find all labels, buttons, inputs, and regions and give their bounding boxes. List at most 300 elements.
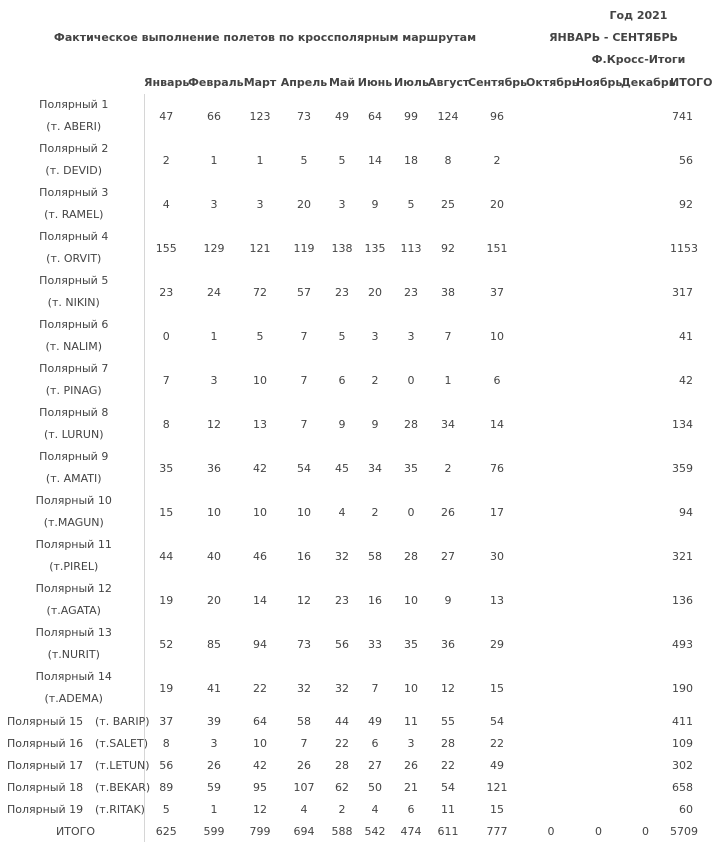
month-value: 2 bbox=[371, 373, 379, 387]
month-value: 28 bbox=[404, 549, 418, 563]
row-total: 92 bbox=[679, 197, 694, 211]
month-value: 32 bbox=[297, 681, 311, 695]
month-value: 49 bbox=[490, 758, 504, 772]
month-value: 62 bbox=[335, 780, 349, 794]
month-value bbox=[576, 534, 621, 578]
row-total: 56 bbox=[679, 153, 694, 167]
month-value: 44 bbox=[335, 714, 349, 728]
month-value: 54 bbox=[297, 461, 311, 475]
month-value bbox=[621, 754, 670, 776]
route-row bbox=[4, 314, 701, 358]
month-value: 6 bbox=[338, 373, 346, 387]
row-total: 41 bbox=[679, 329, 694, 343]
month-value bbox=[621, 798, 670, 820]
month-value: 121 bbox=[486, 780, 508, 794]
month-value bbox=[526, 270, 576, 314]
route-row bbox=[4, 182, 701, 226]
route-name: Полярный 10 bbox=[35, 494, 112, 507]
month-value: 7 bbox=[300, 373, 308, 387]
month-value: 36 bbox=[441, 637, 455, 651]
month-value bbox=[526, 666, 576, 710]
route-point: (т.SALET) bbox=[88, 732, 144, 754]
route-name: Полярный 19 bbox=[7, 802, 84, 816]
month-value bbox=[621, 578, 670, 622]
month-value: 3 bbox=[210, 736, 218, 750]
month-value: 58 bbox=[368, 549, 382, 563]
month-value bbox=[621, 402, 670, 446]
month-value: 6 bbox=[407, 802, 415, 816]
month-value: 49 bbox=[368, 714, 382, 728]
route-name-cell bbox=[4, 138, 144, 182]
month-value bbox=[526, 94, 576, 138]
month-value: 12 bbox=[441, 681, 455, 695]
month-value: 123 bbox=[249, 109, 271, 123]
title-row bbox=[4, 26, 701, 48]
month-value: 107 bbox=[293, 780, 315, 794]
route-point: (т. BARIP) bbox=[88, 710, 144, 732]
row-total: 134 bbox=[672, 417, 694, 431]
month-value: 22 bbox=[490, 736, 504, 750]
month-value: 5 bbox=[338, 153, 346, 167]
month-value bbox=[526, 402, 576, 446]
month-value: 7 bbox=[444, 329, 452, 343]
month-value: 11 bbox=[404, 714, 418, 728]
month-value: 2 bbox=[338, 802, 346, 816]
month-value: 22 bbox=[335, 736, 349, 750]
report-name-row bbox=[4, 48, 701, 70]
route-row bbox=[4, 732, 701, 754]
month-value: 2 bbox=[371, 505, 379, 519]
route-row bbox=[4, 358, 701, 402]
month-value: 7 bbox=[300, 736, 308, 750]
month-value bbox=[621, 534, 670, 578]
month-value bbox=[526, 754, 576, 776]
row-total: 5709 bbox=[670, 824, 698, 838]
month-value: 15 bbox=[159, 505, 174, 519]
month-value: 40 bbox=[207, 549, 221, 563]
month-value: 59 bbox=[207, 780, 221, 794]
month-value: 24 bbox=[207, 285, 221, 299]
report-name: Ф.Кросс-Итоги bbox=[591, 52, 686, 66]
route-name: Полярный 5 bbox=[39, 274, 109, 287]
route-name-cell bbox=[4, 578, 144, 622]
month-value bbox=[576, 182, 621, 226]
corner-cell bbox=[4, 70, 144, 94]
month-value: 1 bbox=[210, 802, 218, 816]
route-point: (т.BEKAR) bbox=[88, 776, 144, 798]
column-header: Июнь bbox=[357, 75, 393, 89]
row-total: 94 bbox=[679, 505, 694, 519]
month-value: 0 bbox=[642, 824, 649, 838]
month-value: 12 bbox=[253, 802, 267, 816]
month-value: 4 bbox=[371, 802, 379, 816]
row-total: 658 bbox=[672, 780, 694, 794]
route-name-cell bbox=[4, 446, 144, 490]
month-value: 26 bbox=[297, 758, 311, 772]
month-value: 3 bbox=[338, 197, 346, 211]
month-value: 15 bbox=[490, 802, 504, 816]
row-total: 741 bbox=[672, 109, 694, 123]
route-point: (т.LETUN) bbox=[88, 754, 144, 776]
month-value: 19 bbox=[159, 593, 174, 607]
month-value: 138 bbox=[331, 241, 353, 255]
month-value bbox=[621, 776, 670, 798]
month-value: 1 bbox=[210, 153, 218, 167]
row-total: 190 bbox=[672, 681, 694, 695]
month-value: 26 bbox=[207, 758, 221, 772]
route-point: (т.RITAK) bbox=[88, 798, 144, 820]
route-name-cell bbox=[4, 666, 144, 710]
month-value bbox=[526, 490, 576, 534]
month-value: 4 bbox=[162, 197, 170, 211]
month-value: 0 bbox=[407, 505, 415, 519]
route-point: (т. AMATI) bbox=[45, 472, 102, 485]
route-row bbox=[4, 622, 701, 666]
month-value: 26 bbox=[404, 758, 418, 772]
month-value bbox=[621, 666, 670, 710]
route-row bbox=[4, 490, 701, 534]
month-value bbox=[576, 446, 621, 490]
route-name-cell bbox=[4, 314, 144, 358]
route-name-cell bbox=[4, 534, 144, 578]
month-value: 7 bbox=[300, 417, 308, 431]
month-value: 95 bbox=[253, 780, 267, 794]
month-value: 11 bbox=[441, 802, 455, 816]
month-value: 5 bbox=[338, 329, 346, 343]
route-name: Полярный 16 bbox=[7, 736, 84, 750]
month-value: 0 bbox=[595, 824, 602, 838]
column-header: Апрель bbox=[280, 75, 328, 89]
month-value bbox=[621, 490, 670, 534]
month-value: 3 bbox=[371, 329, 379, 343]
month-value bbox=[621, 358, 670, 402]
route-name-cell bbox=[4, 226, 144, 270]
route-point: (т. ABERI) bbox=[46, 120, 102, 133]
route-row bbox=[4, 446, 701, 490]
route-row bbox=[4, 578, 701, 622]
month-value: 54 bbox=[441, 780, 455, 794]
month-value: 694 bbox=[293, 824, 315, 838]
month-value: 39 bbox=[207, 714, 221, 728]
route-point: (т.MAGUN) bbox=[43, 516, 104, 529]
month-value: 42 bbox=[253, 758, 267, 772]
month-value: 611 bbox=[437, 824, 459, 838]
route-row bbox=[4, 402, 701, 446]
row-total: 1153 bbox=[670, 241, 698, 255]
month-value: 73 bbox=[297, 637, 311, 651]
column-header: ИТОГО bbox=[670, 75, 712, 89]
summary-label: ИТОГО bbox=[4, 820, 144, 842]
month-value: 56 bbox=[335, 637, 349, 651]
month-value: 52 bbox=[159, 637, 174, 651]
month-value: 35 bbox=[159, 461, 174, 475]
month-value: 28 bbox=[404, 417, 418, 431]
row-total: 109 bbox=[672, 736, 694, 750]
month-value: 56 bbox=[159, 758, 174, 772]
column-header: Февраль bbox=[188, 75, 244, 89]
column-header: Март bbox=[243, 75, 277, 89]
month-value: 14 bbox=[253, 593, 267, 607]
route-row bbox=[4, 138, 701, 182]
month-value: 474 bbox=[400, 824, 422, 838]
route-row bbox=[4, 270, 701, 314]
month-value: 129 bbox=[203, 241, 225, 255]
report-title: Фактическое выполнение полетов по кроссполярным маршрутам bbox=[53, 30, 477, 44]
route-row bbox=[4, 776, 701, 798]
month-value: 36 bbox=[207, 461, 221, 475]
period-label: ЯНВАРЬ - СЕНТЯБРЬ bbox=[549, 30, 678, 44]
month-value: 64 bbox=[253, 714, 267, 728]
month-value bbox=[526, 710, 576, 732]
route-row bbox=[4, 534, 701, 578]
route-name-cell bbox=[4, 402, 144, 446]
month-value: 92 bbox=[441, 241, 455, 255]
month-value: 2 bbox=[444, 461, 452, 475]
month-value bbox=[576, 402, 621, 446]
month-value: 119 bbox=[293, 241, 315, 255]
month-value: 625 bbox=[155, 824, 177, 838]
month-value: 1 bbox=[210, 329, 218, 343]
month-value: 27 bbox=[368, 758, 382, 772]
month-value: 10 bbox=[404, 681, 418, 695]
month-value: 10 bbox=[253, 505, 267, 519]
route-row bbox=[4, 94, 701, 138]
month-value: 799 bbox=[249, 824, 271, 838]
month-value: 3 bbox=[256, 197, 264, 211]
month-value: 35 bbox=[404, 637, 418, 651]
route-name: Полярный 9 bbox=[39, 450, 109, 463]
route-name: Полярный 8 bbox=[39, 406, 109, 419]
month-value: 599 bbox=[203, 824, 225, 838]
month-value bbox=[621, 446, 670, 490]
column-header: Сентябрь bbox=[468, 75, 528, 89]
column-header: Ноябрь bbox=[576, 75, 623, 89]
month-value: 7 bbox=[300, 329, 308, 343]
month-value: 151 bbox=[486, 241, 508, 255]
month-value: 5 bbox=[407, 197, 415, 211]
month-value: 1 bbox=[256, 153, 264, 167]
month-value bbox=[526, 358, 576, 402]
route-name: Полярный 4 bbox=[39, 230, 109, 243]
month-value: 23 bbox=[404, 285, 418, 299]
route-point: (т. LURUN) bbox=[43, 428, 104, 441]
month-value: 588 bbox=[331, 824, 353, 838]
month-value: 37 bbox=[490, 285, 504, 299]
year-label: Год 2021 bbox=[609, 8, 668, 22]
month-value bbox=[526, 138, 576, 182]
month-value: 42 bbox=[253, 461, 267, 475]
route-name-cell bbox=[4, 182, 144, 226]
month-value: 0 bbox=[407, 373, 415, 387]
row-total: 317 bbox=[672, 285, 694, 299]
month-value: 47 bbox=[159, 109, 174, 123]
month-value: 121 bbox=[249, 241, 271, 255]
row-total: 359 bbox=[672, 461, 694, 475]
month-value: 45 bbox=[335, 461, 349, 475]
month-value: 33 bbox=[368, 637, 382, 651]
route-name: Полярный 12 bbox=[35, 582, 112, 595]
month-value: 20 bbox=[207, 593, 221, 607]
column-header: Октябрь bbox=[526, 75, 579, 89]
row-total: 136 bbox=[672, 593, 694, 607]
route-point: (т. ORVIT) bbox=[46, 252, 102, 265]
column-header: Июль bbox=[394, 75, 429, 89]
month-value bbox=[621, 270, 670, 314]
route-name-cell bbox=[4, 94, 144, 138]
summary-row bbox=[4, 820, 701, 842]
month-value: 5 bbox=[256, 329, 264, 343]
month-value: 9 bbox=[371, 417, 379, 431]
row-total: 493 bbox=[672, 637, 694, 651]
month-value: 0 bbox=[162, 329, 170, 343]
month-value: 23 bbox=[335, 593, 349, 607]
route-point: (т. PINAG) bbox=[45, 384, 102, 397]
column-header: Декабрь bbox=[621, 75, 676, 89]
month-value bbox=[576, 314, 621, 358]
month-value: 0 bbox=[547, 824, 555, 838]
month-value: 18 bbox=[404, 153, 418, 167]
route-row bbox=[4, 666, 701, 710]
month-value bbox=[526, 534, 576, 578]
route-name: Полярный 17 bbox=[7, 758, 84, 772]
month-value: 8 bbox=[444, 153, 452, 167]
month-value: 44 bbox=[159, 549, 174, 563]
route-point: (т.PIREL) bbox=[49, 560, 99, 573]
month-value bbox=[621, 138, 670, 182]
month-value: 3 bbox=[210, 197, 218, 211]
flights-report-table bbox=[4, 4, 712, 842]
column-header-row bbox=[4, 70, 701, 94]
month-value: 2 bbox=[162, 153, 170, 167]
month-value: 38 bbox=[441, 285, 455, 299]
month-value: 27 bbox=[441, 549, 455, 563]
month-value: 16 bbox=[297, 549, 311, 563]
month-value: 49 bbox=[335, 109, 349, 123]
month-value bbox=[576, 490, 621, 534]
route-name: Полярный 2 bbox=[39, 142, 109, 155]
month-value: 6 bbox=[371, 736, 379, 750]
month-value: 55 bbox=[441, 714, 455, 728]
month-value: 10 bbox=[253, 373, 267, 387]
year-row bbox=[4, 4, 701, 26]
month-value: 50 bbox=[368, 780, 382, 794]
month-value bbox=[621, 314, 670, 358]
month-value: 34 bbox=[441, 417, 455, 431]
route-name: Полярный 15 bbox=[7, 714, 84, 728]
month-value: 13 bbox=[490, 593, 504, 607]
month-value: 23 bbox=[159, 285, 174, 299]
route-name: Полярный 3 bbox=[39, 186, 109, 199]
month-value: 96 bbox=[490, 109, 504, 123]
month-value: 29 bbox=[490, 637, 504, 651]
route-name: Полярный 18 bbox=[7, 780, 84, 794]
route-point: (т. RAMEL) bbox=[44, 208, 104, 221]
route-name-cell bbox=[4, 270, 144, 314]
month-value: 155 bbox=[155, 241, 177, 255]
month-value bbox=[576, 226, 621, 270]
month-value: 9 bbox=[371, 197, 379, 211]
month-value: 12 bbox=[207, 417, 221, 431]
route-row bbox=[4, 710, 701, 732]
month-value: 22 bbox=[253, 681, 267, 695]
column-header: Август bbox=[428, 75, 470, 89]
column-header: Январь bbox=[144, 75, 190, 89]
month-value: 20 bbox=[368, 285, 382, 299]
month-value: 7 bbox=[371, 681, 379, 695]
month-value: 4 bbox=[338, 505, 346, 519]
month-value bbox=[526, 732, 576, 754]
route-row bbox=[4, 754, 701, 776]
month-value: 35 bbox=[404, 461, 418, 475]
route-name-cell bbox=[4, 358, 144, 402]
month-value bbox=[621, 710, 670, 732]
month-value bbox=[576, 666, 621, 710]
row-total: 60 bbox=[679, 802, 694, 816]
month-value: 85 bbox=[207, 637, 221, 651]
month-value: 13 bbox=[253, 417, 267, 431]
row-total: 411 bbox=[672, 714, 694, 728]
route-name: Полярный 11 bbox=[35, 538, 112, 551]
month-value: 1 bbox=[444, 373, 452, 387]
month-value: 25 bbox=[441, 197, 455, 211]
month-value: 66 bbox=[207, 109, 221, 123]
month-value: 12 bbox=[297, 593, 311, 607]
month-value: 34 bbox=[368, 461, 382, 475]
route-point: (т.ADEMA) bbox=[44, 692, 103, 705]
month-value: 46 bbox=[253, 549, 267, 563]
month-value: 76 bbox=[490, 461, 504, 475]
month-value: 64 bbox=[368, 109, 382, 123]
month-value: 57 bbox=[297, 285, 311, 299]
month-value: 9 bbox=[444, 593, 452, 607]
row-total: 42 bbox=[679, 373, 694, 387]
month-value: 16 bbox=[368, 593, 382, 607]
month-value: 28 bbox=[441, 736, 455, 750]
month-value: 17 bbox=[490, 505, 504, 519]
route-name: Полярный 7 bbox=[39, 362, 109, 375]
month-value: 58 bbox=[297, 714, 311, 728]
month-value: 41 bbox=[207, 681, 221, 695]
column-header: Май bbox=[328, 75, 356, 89]
month-value: 135 bbox=[364, 241, 386, 255]
month-value: 10 bbox=[207, 505, 221, 519]
month-value: 3 bbox=[210, 373, 218, 387]
month-value: 99 bbox=[404, 109, 418, 123]
month-value: 2 bbox=[493, 153, 501, 167]
month-value: 37 bbox=[159, 714, 174, 728]
month-value bbox=[526, 798, 576, 820]
month-value bbox=[526, 622, 576, 666]
month-value: 14 bbox=[368, 153, 382, 167]
month-value: 32 bbox=[335, 681, 349, 695]
month-value bbox=[576, 798, 621, 820]
route-name: Полярный 14 bbox=[35, 670, 112, 683]
route-name: Полярный 1 bbox=[39, 98, 109, 111]
month-value: 10 bbox=[253, 736, 267, 750]
month-value: 8 bbox=[162, 417, 170, 431]
month-value: 54 bbox=[490, 714, 504, 728]
row-total: 321 bbox=[672, 549, 694, 563]
month-value: 10 bbox=[404, 593, 418, 607]
month-value bbox=[576, 138, 621, 182]
month-value: 20 bbox=[490, 197, 504, 211]
month-value: 30 bbox=[490, 549, 504, 563]
month-value bbox=[526, 226, 576, 270]
month-value: 113 bbox=[400, 241, 422, 255]
month-value: 124 bbox=[437, 109, 459, 123]
month-value bbox=[576, 776, 621, 798]
month-value: 3 bbox=[407, 736, 415, 750]
